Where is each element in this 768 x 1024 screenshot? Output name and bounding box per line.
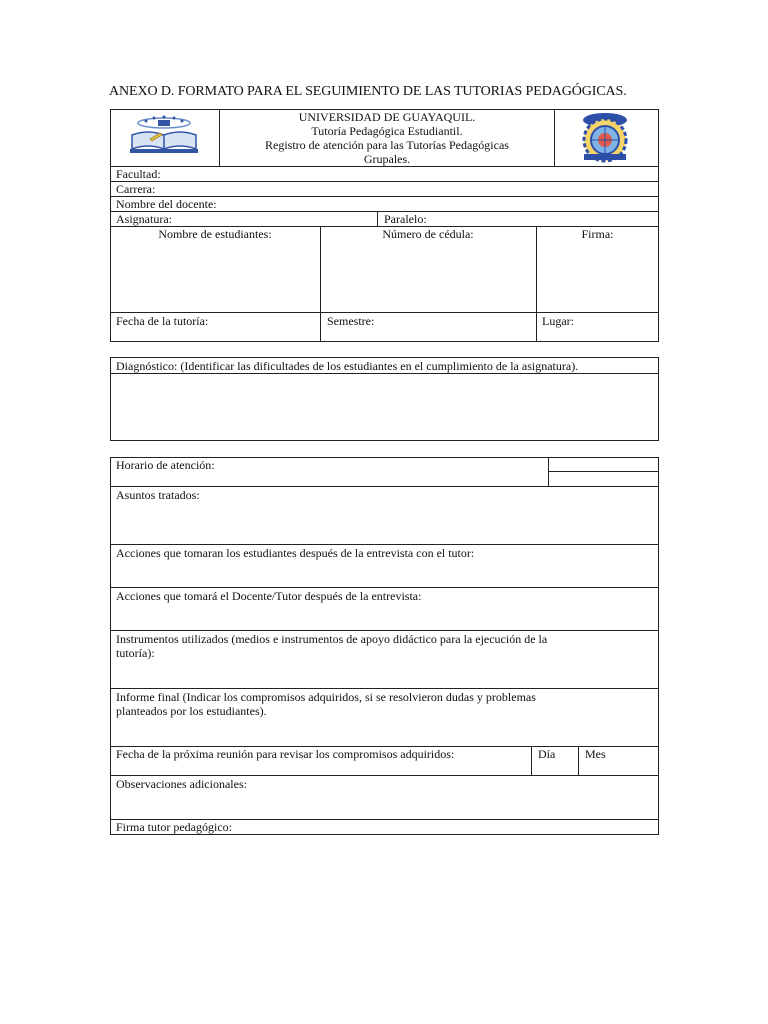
next-meeting-label: Fecha de la próxima reunión para revisar los compromisos adquiridos: bbox=[116, 747, 455, 761]
column-divider bbox=[536, 226, 537, 342]
gear-seal-icon bbox=[566, 110, 644, 164]
semester-label: Semestre: bbox=[327, 314, 375, 328]
program-name: Tutoría Pedagógica Estudiantil. bbox=[311, 124, 463, 138]
row-line bbox=[110, 775, 659, 776]
month-label: Mes bbox=[585, 747, 606, 761]
paralelo-divider bbox=[377, 211, 378, 226]
facultad-label: Facultad: bbox=[116, 167, 161, 181]
paralelo-label: Paralelo: bbox=[384, 212, 427, 226]
row-line bbox=[110, 166, 659, 167]
place-label: Lugar: bbox=[542, 314, 574, 328]
row-line bbox=[110, 373, 659, 374]
asignatura-label: Asignatura: bbox=[116, 212, 172, 226]
diagnosis-label: Diagnóstico: (Identificar las dificultades de los estudiantes en el cumplimiento de la asignatura). bbox=[116, 359, 579, 373]
students-column-header: Nombre de estudiantes: bbox=[158, 227, 272, 241]
header-divider-right bbox=[554, 109, 555, 167]
register-title-line2: Grupales. bbox=[363, 152, 411, 166]
column-divider bbox=[320, 226, 321, 342]
row-line bbox=[110, 688, 659, 689]
schedule-divider bbox=[548, 457, 549, 487]
row-line bbox=[110, 312, 659, 313]
observations-label: Observaciones adicionales: bbox=[116, 777, 247, 791]
final-report-label-line1: Informe final (Indicar los compromisos adquiridos, si se resolvieron dudas y problemas bbox=[116, 690, 536, 704]
topics-label: Asuntos tratados: bbox=[116, 488, 200, 502]
month-divider bbox=[578, 746, 579, 775]
register-title-line1: Registro de atención para las Tutorías Pedagógicas bbox=[265, 138, 509, 152]
schedule-subline bbox=[548, 471, 659, 472]
id-number-column-header: Número de cédula: bbox=[382, 227, 474, 241]
signature-column-header: Firma: bbox=[581, 227, 614, 241]
tutor-signature-label: Firma tutor pedagógico: bbox=[116, 820, 232, 834]
university-name: UNIVERSIDAD DE GUAYAQUIL. bbox=[298, 110, 476, 124]
row-line bbox=[110, 181, 659, 182]
final-report-label-line2: planteados por los estudiantes). bbox=[116, 704, 267, 718]
university-logo bbox=[126, 113, 202, 155]
instruments-label-line2: tutoría): bbox=[116, 646, 155, 660]
header-text-block bbox=[220, 110, 554, 166]
book-logo-icon bbox=[126, 113, 202, 155]
row-line bbox=[110, 587, 659, 588]
row-line bbox=[110, 486, 659, 487]
instruments-label-line1: Instrumentos utilizados (medios e instrumentos de apoyo didáctico para la ejecución de la bbox=[116, 632, 548, 646]
student-actions-label: Acciones que tomaran los estudiantes después de la entrevista con el tutor: bbox=[116, 546, 475, 560]
schedule-label: Horario de atención: bbox=[116, 458, 215, 472]
day-divider bbox=[531, 746, 532, 775]
institution-seal bbox=[566, 110, 644, 164]
document-title: ANEXO D. FORMATO PARA EL SEGUIMIENTO DE LAS TUTORIAS PEDAGÓGICAS. bbox=[109, 84, 627, 99]
row-line bbox=[110, 630, 659, 631]
day-label: Día bbox=[538, 747, 556, 761]
tutoring-date-label: Fecha de la tutoría: bbox=[116, 314, 209, 328]
carrera-label: Carrera: bbox=[116, 182, 156, 196]
docente-label: Nombre del docente: bbox=[116, 197, 217, 211]
teacher-actions-label: Acciones que tomará el Docente/Tutor después de la entrevista: bbox=[116, 589, 422, 603]
row-line bbox=[110, 544, 659, 545]
